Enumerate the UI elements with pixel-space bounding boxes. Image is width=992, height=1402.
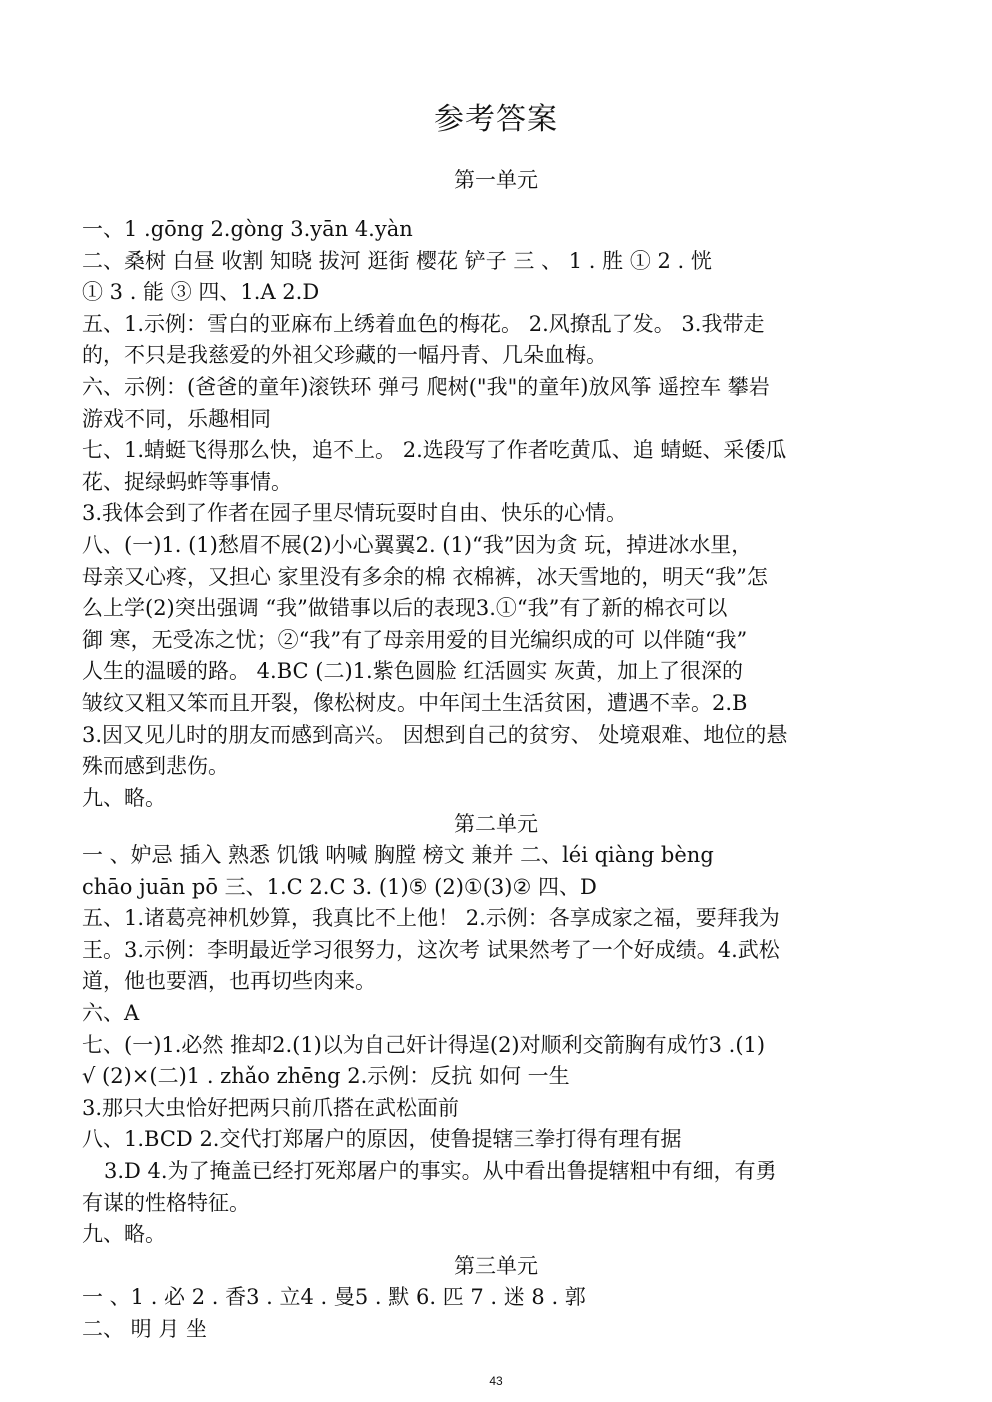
answer-line: 御 寒，无受冻之忧；②“我”有了母亲用爱的目光编织成的可 以伴随“我” <box>82 627 748 652</box>
answer-line: ① 3 . 能 ③ 四、1.A 2.D <box>82 280 320 305</box>
page-title: 参考答案 <box>434 102 558 137</box>
unit-3-answers <box>82 1282 912 1345</box>
answer-line: 一、1 .gōng 2.gòng 3.yān 4.yàn <box>82 217 413 241</box>
answer-line: 七、(一)1.必然 推却2.(1)以为自己奸计得逞(2)对顺利交箭胸有成竹3 .(1) <box>82 1032 766 1057</box>
answer-line: 有谋的性格特征。 <box>82 1190 250 1215</box>
answer-line: 道，他也要酒，也再切些肉来。 <box>82 969 376 994</box>
unit-1-heading: 第一单元 <box>454 168 538 192</box>
answer-line: 九、略。 <box>82 1222 166 1247</box>
page-number: 43 <box>489 1374 503 1388</box>
answer-line: 王。3.示例：李明最近学习很努力，这次考 试果然考了一个好成绩。4.武松 <box>82 937 780 962</box>
answer-line: 母亲又心疼，又担心 家里没有多余的棉 衣棉裤，冰天雪地的，明天“我”怎 <box>82 564 768 589</box>
unit-1-answers <box>82 214 912 814</box>
answer-line: 七、1.蜻蜓飞得那么快，追不上。 2.选段写了作者吃黄瓜、追 蜻蜓、采倭瓜 <box>82 438 787 463</box>
unit-2-answers <box>82 840 912 1251</box>
answer-line: 殊而感到悲伤。 <box>82 754 229 779</box>
answer-line: 皱纹又粗又笨而且开裂，像松树皮。中年闰土生活贫困，遭遇不幸。2.B <box>82 690 748 715</box>
answer-line: 花、捉绿蚂蚱等事情。 <box>82 469 292 494</box>
answer-line: 八、(一)1. (1)愁眉不展(2)小心翼翼2. (1)“我”因为贪 玩，掉进冰水里， <box>82 532 753 557</box>
answer-line: 3.那只大虫恰好把两只前爪搭在武松面前 <box>82 1095 460 1120</box>
answer-line: 一 、1 . 必 2 . 香3 . 立4 . 曼5 . 默 6. 匹 7 . 迷 8 . 郭 <box>82 1285 586 1309</box>
answer-line: 六、示例：(爸爸的童年)滚铁环 弹弓 爬树("我"的童年)放风筝 遥控车 攀岩 <box>82 374 770 399</box>
answer-line: 二、 明 月 坐 <box>82 1316 208 1341</box>
answer-line: 六、A <box>82 1000 140 1025</box>
unit-2-heading: 第二单元 <box>454 812 538 836</box>
answer-line: 五、1.诸葛亮神机妙算，我真比不上他！ 2.示例：各享成家之福，要拜我为 <box>82 906 780 931</box>
answer-line: 二、桑树 白昼 收割 知晓 拔河 逛街 樱花 铲子 三 、 1 . 胜 ① 2 . 恍 <box>82 248 712 273</box>
unit-3-heading: 第三单元 <box>454 1254 538 1278</box>
answer-line: chāo juān pō 三、1.C 2.C 3. (1)⑤ (2)①(3)② 四、D <box>82 874 597 899</box>
answer-line: 八、1.BCD 2.交代打郑屠户的原因，使鲁提辖三拳打得有理有据 <box>82 1127 682 1152</box>
answer-line: 游戏不同，乐趣相同 <box>82 406 271 431</box>
answer-line: 3.D 4.为了掩盖已经打死郑屠户的事实。从中看出鲁提辖粗中有细，有勇 <box>104 1158 777 1183</box>
answer-line: 3.我体会到了作者在园子里尽情玩耍时自由、快乐的心情。 <box>82 501 628 526</box>
answer-line: 的，不只是我慈爱的外祖父珍藏的一幅丹青、几朵血梅。 <box>82 343 607 368</box>
answer-line: √ (2)×(二)1 . zhǎo zhēng 2.示例：反抗 如何 一生 <box>82 1064 570 1089</box>
answer-line: 五、1.示例：雪白的亚麻布上绣着血色的梅花。 2.风撩乱了发。 3.我带走 <box>82 311 765 336</box>
answer-line: 人生的温暖的路。 4.BC (二)1.紫色圆脸 红活圆实 灰黄，加上了很深的 <box>82 659 744 684</box>
answer-line: 一 、妒忌 插入 熟悉 饥饿 呐喊 胸膛 榜文 兼并 二、léi qiàng bèng <box>82 843 714 867</box>
answer-line: 么上学(2)突出强调 “我”做错事以后的表现3.①“我”有了新的棉衣可以 <box>82 596 728 621</box>
answer-line: 3.因又见儿时的朋友而感到高兴。 因想到自己的贫穷、 处境艰难、地位的悬 <box>82 722 788 747</box>
answer-line: 九、略。 <box>82 785 166 810</box>
